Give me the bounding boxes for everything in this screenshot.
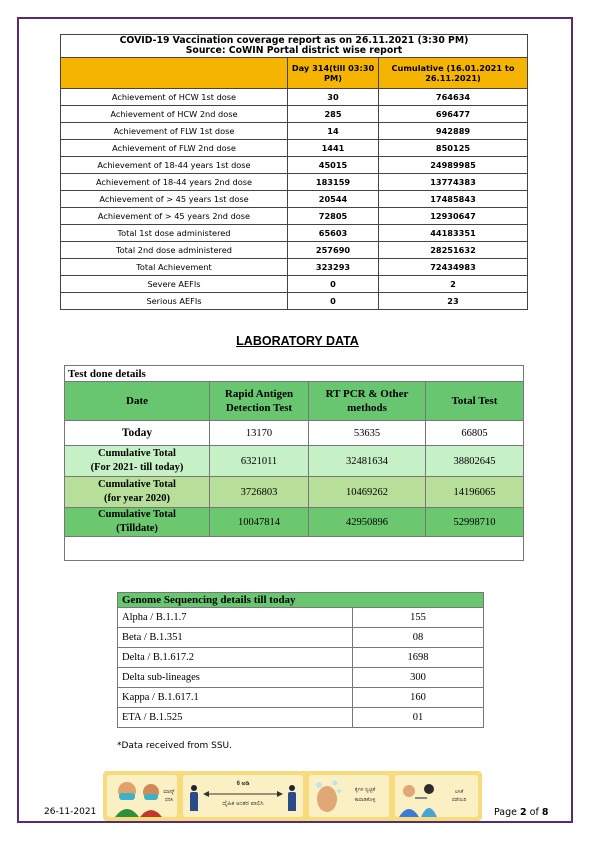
- vaccination-title: [61, 35, 528, 58]
- vaccination-cell-label: Achievement of FLW 1st dose: [61, 123, 288, 140]
- lab-row-today: [65, 421, 524, 446]
- vaccination-cell-day: 14: [288, 123, 379, 140]
- vaccination-cell-day: 1441: [288, 140, 379, 157]
- lab-header-rtpcr: RT PCR & Other methods: [309, 382, 426, 421]
- lab-label-line1: Cumulative Total: [98, 509, 176, 520]
- genome-cell-count: 08: [353, 628, 484, 648]
- genome-cell-variant: ETA / B.1.525: [118, 708, 353, 728]
- lab-cell-total: 14196065: [426, 477, 524, 508]
- genome-cell-count: 300: [353, 668, 484, 688]
- handwash-icon: [309, 775, 389, 817]
- genome-row: [118, 608, 484, 628]
- vaccination-row: [61, 89, 528, 106]
- vaccination-row: [61, 123, 528, 140]
- lab-cell-rtpcr: 53635: [309, 421, 426, 446]
- lab-cell-rat: 3726803: [210, 477, 309, 508]
- genome-row: [118, 668, 484, 688]
- footer-date: 26-11-2021: [44, 807, 97, 817]
- genome-cell-count: 01: [353, 708, 484, 728]
- lab-label-line2: (for year 2020): [103, 493, 171, 504]
- lab-table: [64, 365, 524, 537]
- svg-text:ಧರಿಸಿ: ಧರಿಸಿ: [164, 797, 174, 803]
- lab-cell-total: 52998710: [426, 508, 524, 537]
- vaccination-row: [61, 106, 528, 123]
- banner-panel-handwash: [309, 775, 389, 817]
- page-prefix: Page: [494, 807, 521, 818]
- person-icon: [287, 785, 297, 811]
- vaccination-cell-label: Achievement of > 45 years 2nd dose: [61, 208, 288, 225]
- lab-label-line2: (For 2021- till today): [90, 462, 184, 473]
- vaccination-header-cumulative: Cumulative (16.01.2021 to 26.11.2021): [379, 58, 528, 89]
- page-total: 8: [541, 807, 549, 818]
- genome-cell-variant: Delta sub-lineages: [118, 668, 353, 688]
- lab-cell-rtpcr: 10469262: [309, 477, 426, 508]
- banner-panel-vaccine: [395, 775, 478, 817]
- lab-cell-total: 38802645: [426, 446, 524, 477]
- vaccination-cell-cumulative: 28251632: [379, 242, 528, 259]
- vaccination-cell-cumulative: 24989985: [379, 157, 528, 174]
- vaccination-table: [60, 34, 528, 310]
- genome-cell-variant: Delta / B.1.617.2: [118, 648, 353, 668]
- genome-cell-variant: Kappa / B.1.617.1: [118, 688, 353, 708]
- vaccination-row: [61, 140, 528, 157]
- vaccination-cell-label: Severe AEFIs: [61, 276, 288, 293]
- lab-row-cum2021: [65, 446, 524, 477]
- vaccination-cell-day: 45015: [288, 157, 379, 174]
- lab-cell-rat: 10047814: [210, 508, 309, 537]
- vaccination-cell-cumulative: 17485843: [379, 191, 528, 208]
- vaccination-cell-day: 20544: [288, 191, 379, 208]
- vaccination-cell-day: 65603: [288, 225, 379, 242]
- genome-cell-count: 155: [353, 608, 484, 628]
- lab-header-date: Date: [65, 382, 210, 421]
- vaccination-row: [61, 242, 528, 259]
- vaccination-cell-label: Total 1st dose administered: [61, 225, 288, 242]
- svg-text:ಪಡೆಯಿರಿ: ಪಡೆಯಿರಿ: [451, 797, 467, 803]
- vaccination-cell-cumulative: 942889: [379, 123, 528, 140]
- vaccination-header-empty: [61, 58, 288, 89]
- vaccination-row: [61, 157, 528, 174]
- vaccination-cell-label: Total 2nd dose administered: [61, 242, 288, 259]
- vaccination-row: [61, 293, 528, 310]
- lab-section-title: LABORATORY DATA: [236, 334, 359, 348]
- vaccination-cell-day: 30: [288, 89, 379, 106]
- double-arrow-icon: [203, 790, 283, 798]
- vaccination-cell-day: 323293: [288, 259, 379, 276]
- vaccination-cell-cumulative: 44183351: [379, 225, 528, 242]
- vaccination-row: [61, 208, 528, 225]
- vaccination-cell-label: Achievement of HCW 1st dose: [61, 89, 288, 106]
- lab-cell-rat: 13170: [210, 421, 309, 446]
- banner-distance-text: ದೈಹಿಕ ಅಂತರ ಪಾಲಿಸಿ: [222, 801, 264, 807]
- vaccination-cell-cumulative: 12930647: [379, 208, 528, 225]
- lab-cell-total: 66805: [426, 421, 524, 446]
- lab-label-line1: Cumulative Total: [98, 448, 176, 459]
- vaccination-cell-day: 0: [288, 293, 379, 310]
- genome-row: [118, 628, 484, 648]
- lab-cell-label: Today: [65, 421, 210, 446]
- vaccination-cell-label: Achievement of HCW 2nd dose: [61, 106, 288, 123]
- masked-people-icon: [107, 775, 177, 817]
- genome-row: [118, 708, 484, 728]
- vaccination-row: [61, 174, 528, 191]
- lab-cell-rat: 6321011: [210, 446, 309, 477]
- vaccination-cell-cumulative: 72434983: [379, 259, 528, 276]
- lab-header-total: Total Test: [426, 382, 524, 421]
- vaccination-title-line1: COVID-19 Vaccination coverage report as on 26.11.2021 (3:30 PM): [119, 35, 469, 46]
- genome-row: [118, 688, 484, 708]
- footer-page-number: [494, 807, 548, 818]
- svg-text:ಕೈಗಳ ಸ್ವಚ್ಛತೆ: ಕೈಗಳ ಸ್ವಚ್ಛತೆ: [354, 787, 376, 793]
- lab-header-rat: Rapid Antigen Detection Test: [210, 382, 309, 421]
- lab-subtitle: Test done details: [65, 366, 524, 382]
- vaccination-cell-day: 72805: [288, 208, 379, 225]
- svg-text:ಲಸಿಕೆ: ಲಸಿಕೆ: [454, 789, 464, 795]
- awareness-banner: [103, 771, 482, 821]
- genome-cell-count: 1698: [353, 648, 484, 668]
- vaccination-cell-cumulative: 764634: [379, 89, 528, 106]
- vaccination-cell-label: Achievement of > 45 years 1st dose: [61, 191, 288, 208]
- vaccination-row: [61, 259, 528, 276]
- vaccination-cell-label: Serious AEFIs: [61, 293, 288, 310]
- genome-cell-variant: Alpha / B.1.1.7: [118, 608, 353, 628]
- vaccination-cell-day: 183159: [288, 174, 379, 191]
- page-current: 2: [520, 807, 527, 818]
- vaccination-title-line2: Source: CoWIN Portal district wise report: [185, 45, 403, 56]
- lab-cell-label: [65, 508, 210, 537]
- vaccination-cell-cumulative: 13774383: [379, 174, 528, 191]
- genome-cell-variant: Beta / B.1.351: [118, 628, 353, 648]
- page-mid: of: [526, 807, 542, 818]
- banner-distance-value: 6 ಅಡಿ: [236, 781, 250, 787]
- genome-cell-count: 160: [353, 688, 484, 708]
- vaccination-cell-day: 257690: [288, 242, 379, 259]
- lab-row-cum2020: [65, 477, 524, 508]
- vaccination-cell-cumulative: 2: [379, 276, 528, 293]
- lab-cell-label: [65, 477, 210, 508]
- vaccination-row: [61, 191, 528, 208]
- lab-row-cumall: [65, 508, 524, 537]
- banner-panel-mask: [107, 775, 177, 817]
- vaccination-cell-cumulative: 850125: [379, 140, 528, 157]
- svg-text:ಮಾಸ್ಕ್: ಮಾಸ್ಕ್: [163, 789, 175, 795]
- vaccination-header-day: Day 314(till 03:30 PM): [288, 58, 379, 89]
- vaccination-cell-label: Achievement of FLW 2nd dose: [61, 140, 288, 157]
- genome-title: Genome Sequencing details till today: [118, 593, 484, 608]
- vaccination-cell-day: 0: [288, 276, 379, 293]
- lab-cell-rtpcr: 32481634: [309, 446, 426, 477]
- banner-panel-distance: [183, 775, 303, 817]
- lab-cell-rtpcr: 42950896: [309, 508, 426, 537]
- vaccination-cell-cumulative: 696477: [379, 106, 528, 123]
- vaccination-cell-label: Achievement of 18-44 years 1st dose: [61, 157, 288, 174]
- vaccination-cell-label: Total Achievement: [61, 259, 288, 276]
- vaccination-row: [61, 225, 528, 242]
- vaccination-cell-cumulative: 23: [379, 293, 528, 310]
- vaccination-cell-day: 285: [288, 106, 379, 123]
- vaccination-icon: [395, 775, 478, 817]
- lab-label-line1: Cumulative Total: [98, 479, 176, 490]
- vaccination-cell-label: Achievement of 18-44 years 2nd dose: [61, 174, 288, 191]
- genome-row: [118, 648, 484, 668]
- person-icon: [189, 785, 199, 811]
- data-source-note: *Data received from SSU.: [117, 741, 232, 751]
- lab-cell-label: [65, 446, 210, 477]
- vaccination-row: [61, 276, 528, 293]
- svg-text:ಕಾಪಾಡಿಕೊಳ್ಳಿ: ಕಾಪಾಡಿಕೊಳ್ಳಿ: [354, 797, 376, 803]
- genome-table: [117, 592, 484, 728]
- lab-label-line2: (Tilldate): [116, 523, 158, 534]
